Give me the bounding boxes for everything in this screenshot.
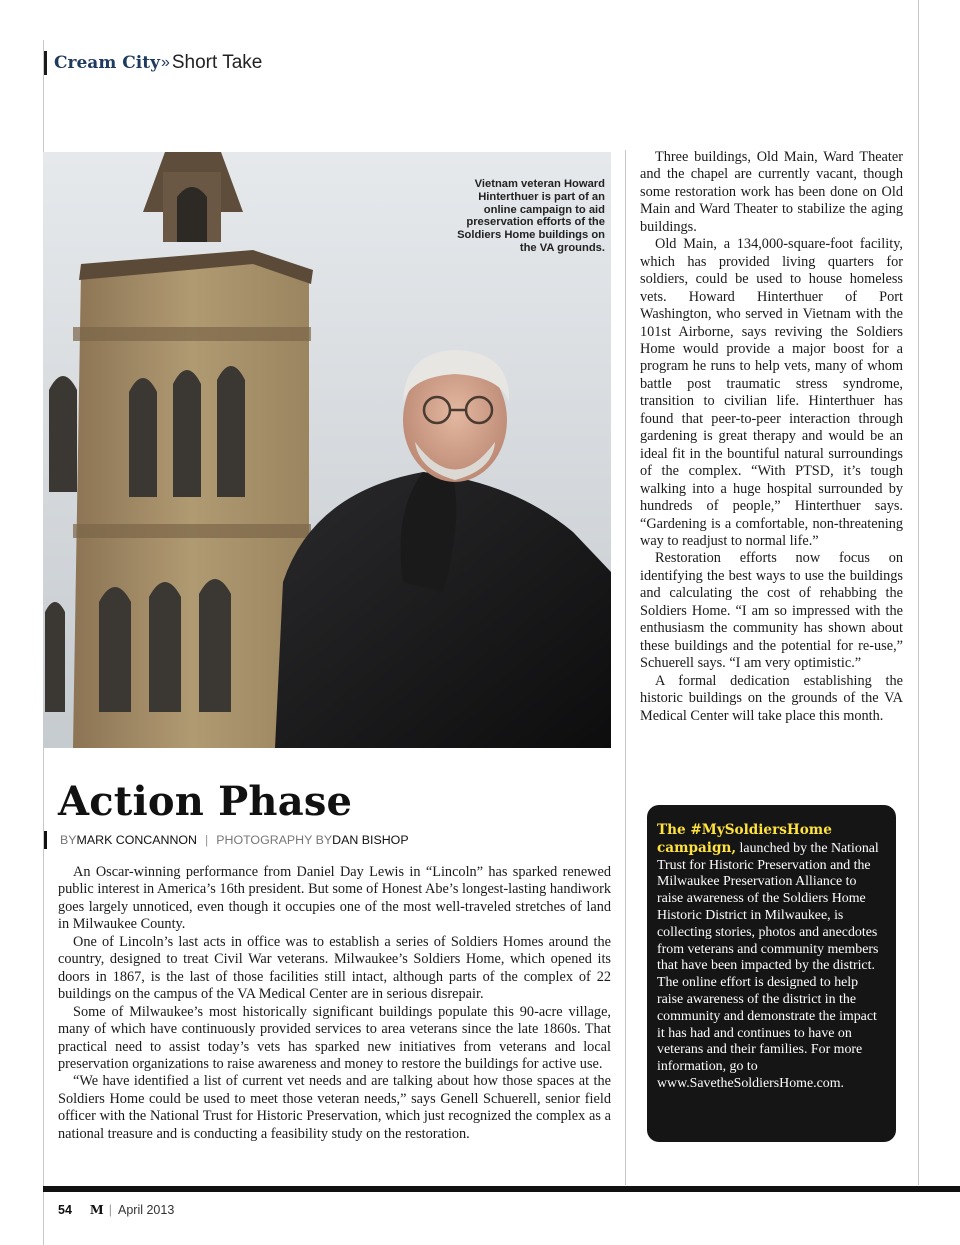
column-divider	[625, 150, 626, 1185]
sidebar-heading: The #MySoldiersHome campaign,	[657, 822, 832, 856]
byline	[44, 830, 409, 850]
sidebar-box	[647, 805, 896, 1142]
body-paragraph: Old Main, a 134,000-square-foot facility, which has provided living quarters for soldiers, could be used to house homeless vets. Howard Hinterthuer of Port Washington, who served in Vietnam with the 101st Airborne, says reviving the Soldiers Home would provide a major boost for a program he runs to help vets, many of whom battle post traumatic stress syndrome, transition to civilian life. Hinterthuer has found that peer-to-peer interaction through gardening is great therapy and would be an ideal fit in the bountiful natural surroundings of the complex. “With PTSD, it’s tough walking into a huge hospital surrounded by hundreds of people,” Hinterthuer says. “Gardening is a comfortable, non-threatening way to readjust to normal life.”	[640, 236, 903, 549]
footer-separator: |	[108, 1202, 112, 1217]
body-paragraph: “We have identified a list of current vet needs and are talking about how those spaces at the Soldiers Home could be used to meet those veteran needs,” says Genell Schuerell, senior field officer with the National Trust for Historic Preservation, which just recognized the complex as a national treasure and is conducting a feasibility study on the restoration.	[58, 1073, 611, 1142]
section-bar	[44, 51, 47, 75]
page-number: 54	[58, 1202, 72, 1217]
section-header	[44, 50, 262, 76]
body-right-column	[640, 149, 903, 725]
byline-bar	[44, 831, 47, 849]
byline-by-label: BY	[60, 833, 77, 847]
body-left-column	[58, 864, 611, 1143]
page-right-edge	[918, 0, 919, 1185]
tower-window	[177, 187, 207, 242]
byline-author: MARK CONCANNON	[76, 833, 198, 847]
byline-photo-label: PHOTOGRAPHY BY	[216, 833, 333, 847]
section-separator: »	[160, 54, 170, 71]
body-paragraph: One of Lincoln’s last acts in office was to establish a series of Soldiers Homes around the country, designed to treat Civil War veterans. Milwaukee’s Soldiers Home, which opened its doors in 1867, is the last of those facilities still intact, although parts of the complex of 22 buildings on the campus of the VA Medical Center are in serious disrepair.	[58, 933, 611, 1003]
sidebar-text: launched by the National Trust for Historic Preservation and the Milwaukee Preservation Alliance to raise awareness of the Soldiers Home Historic District in Milwaukee, is collecting stories, photos and anecdotes from veterans and community members that have been impacted by the district. The online effort is designed to help raise awareness of the district in the community and demonstrate the impact it has had and continues to have on veterans and their families. For more information, go to www.SavetheSoldiersHome.com.	[657, 840, 879, 1091]
body-paragraph: Restoration efforts now focus on identifying the best ways to use the buildings and calculating the cost of rehabbing the Soldiers Home. “I am so impressed with the enthusiasm the community has shown about these buildings and the potential for re-use,” Schuerell says. “I am very optimistic.”	[640, 550, 903, 672]
body-paragraph: Three buildings, Old Main, Ward Theater and the chapel are currently vacant, though some restoration work has been done on Old Main and Ward Theater to stabilize the aging buildings.	[640, 149, 903, 235]
section-subtitle: Short Take	[171, 52, 263, 73]
byline-photographer: DAN BISHOP	[332, 833, 409, 847]
body-paragraph: An Oscar-winning performance from Daniel Day Lewis in “Lincoln” has sparked renewed public interest in America’s 16th president. But some of Honest Abe’s longest-lasting handiwork goes largely unnoticed, even though it occupies one of the most well-traveled stretches of land in Milwaukee County.	[58, 864, 611, 933]
magazine-logo: M	[89, 1202, 104, 1217]
footer-rule	[43, 1186, 960, 1192]
page-footer	[58, 1202, 174, 1217]
section-name: Cream City	[54, 53, 160, 73]
body-paragraph: A formal dedication establishing the historic buildings on the grounds of the VA Medical Center will take place this month.	[640, 672, 903, 724]
photo-caption: Vietnam veteran Howard Hinterthuer is part of an online campaign to aid preservation efforts of the Soldiers Home buildings on the VA grounds.	[457, 178, 605, 254]
article-headline: Action Phase	[58, 778, 353, 825]
issue-date: April 2013	[118, 1202, 175, 1217]
body-paragraph: Some of Milwaukee’s most historically significant buildings populate this 90-acre village, many of which have continuously provided services to area veterans since the late 1860s. That practical need to assist today’s vets has sparked new initiatives from veterans and local preservation organizations to raise awareness and money to restore the buildings for active use.	[58, 1003, 611, 1072]
byline-separator: |	[205, 833, 209, 847]
